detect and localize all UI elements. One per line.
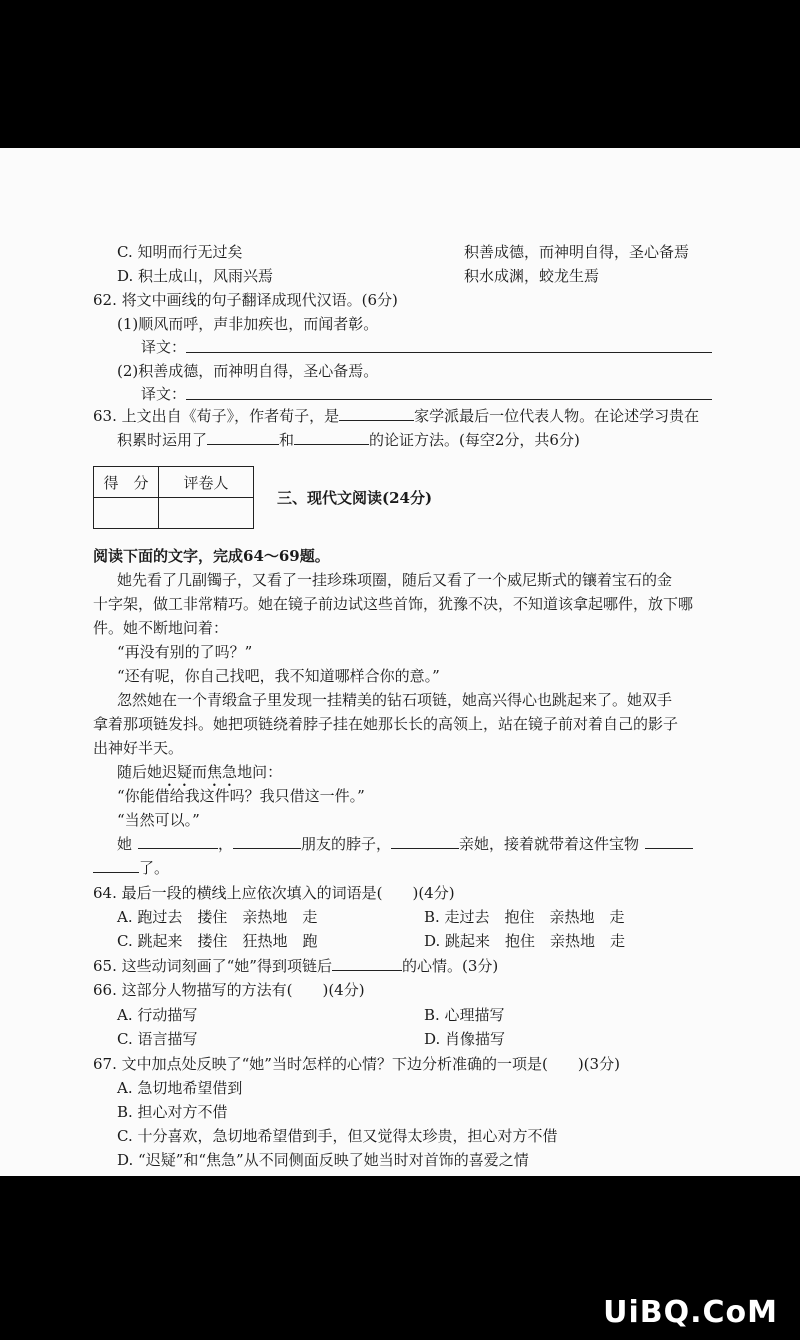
fill-blank-1[interactable] — [138, 834, 218, 849]
q63-text-e: 的论证方法。(每空2分，共6分) — [369, 431, 580, 449]
passage-text: 朋友的脖子， — [301, 835, 392, 853]
q62-sentence-2: (2)积善成德，而神明自得，圣心备焉。 — [117, 362, 379, 380]
passage-fill-line — [117, 834, 693, 854]
q64-option-b[interactable]: B. 走过去 抱住 亲热地 走 — [424, 908, 625, 926]
passage-fill-end — [93, 858, 169, 878]
passage-text: 她 — [117, 835, 133, 853]
passage-text: 而 — [192, 763, 208, 781]
q66-option-c[interactable]: C. 语言描写 — [117, 1030, 198, 1048]
reading-instruction: 阅读下面的文字，完成64～69题。 — [93, 547, 330, 565]
q62-answer-label-2: 译文： — [141, 385, 187, 403]
q65-text-post: 的心情。(3分) — [401, 957, 499, 975]
q64-option-a[interactable]: A. 跑过去 搂住 亲热地 走 — [117, 908, 318, 926]
fill-blank-3[interactable] — [391, 834, 459, 849]
q61-option-d-quote: 积水成渊，蛟龙生焉 — [464, 267, 600, 285]
q66-option-b[interactable]: B. 心理描写 — [424, 1006, 505, 1024]
score-cell[interactable] — [94, 498, 159, 529]
passage-quote-2: “当然可以。” — [117, 811, 200, 829]
grader-cell[interactable] — [159, 498, 254, 529]
passage-line: 出神好半天。 — [93, 739, 184, 757]
emphasized-word-anxious: 焦急 — [207, 763, 238, 781]
passage-text: ， — [218, 835, 234, 853]
q66-option-d[interactable]: D. 肖像描写 — [424, 1030, 506, 1048]
passage-line: “还有呢，你自己找吧，我不知道哪样合你的意。” — [117, 667, 440, 685]
passage-line: “再没有别的了吗？” — [117, 643, 253, 661]
fill-blank-2[interactable] — [233, 834, 301, 849]
q63-text-c: 积累时运用了 — [117, 431, 208, 449]
passage-line: 件。她不断地问着： — [93, 619, 229, 637]
q66-stem: 66. 这部分人物描写的方法有( )(4分) — [93, 981, 365, 999]
site-watermark: UiBQ.CoM — [603, 1295, 778, 1330]
q61-option-d: D. 积土成山，风雨兴焉 — [117, 267, 274, 285]
q67-stem: 67. 文中加点处反映了“她”当时怎样的心情？下边分析准确的一项是( )(3分) — [93, 1055, 620, 1073]
q64-option-d[interactable]: D. 跳起来 抱住 亲热地 走 — [424, 932, 626, 950]
score-header: 得 分 — [94, 467, 159, 498]
grader-header: 评卷人 — [159, 467, 254, 498]
q67-option-c[interactable]: C. 十分喜欢，急切地希望借到手，但又觉得太珍贵，担心对方不借 — [117, 1127, 558, 1145]
q61-option-c: C. 知明而行无过矣 — [117, 243, 243, 261]
q63-blank-2[interactable] — [207, 430, 279, 445]
q63-text-d: 和 — [279, 431, 295, 449]
passage-line: 忽然她在一个青缎盒子里发现一挂精美的钻石项链，她高兴得心也跳起来了。她双手 — [117, 691, 673, 709]
q67-option-b[interactable]: B. 担心对方不借 — [117, 1103, 228, 1121]
q67-option-a[interactable]: A. 急切地希望借到 — [117, 1079, 243, 1097]
exam-page — [0, 148, 800, 1176]
q63-blank-3[interactable] — [294, 430, 369, 445]
q63-line-1 — [93, 406, 699, 426]
q62-sentence-1: (1)顺风而呼，声非加疾也，而闻者彰。 — [117, 315, 379, 333]
q63-blank-1[interactable] — [339, 406, 414, 421]
passage-text: 地问： — [237, 763, 283, 781]
q63-text-b: 家学派最后一位代表人物。在论述学习贵在 — [414, 407, 700, 425]
passage-text: 了。 — [139, 859, 170, 877]
passage-line: 拿着那项链发抖。她把项链绕着脖子挂在她那长长的高领上，站在镜子前对着自己的影子 — [93, 715, 679, 733]
q65-stem — [93, 956, 498, 976]
fill-blank-5[interactable] — [93, 858, 139, 873]
q67-option-d[interactable]: D. “迟疑”和“焦急”从不同侧面反映了她当时对首饰的喜爱之情 — [117, 1151, 529, 1169]
passage-line: 十字架，做工非常精巧。她在镜子前边试这些首饰，犹豫不决，不知道该拿起哪件，放下哪 — [93, 595, 694, 613]
q64-stem: 64. 最后一段的横线上应依次填入的词语是( )(4分) — [93, 884, 455, 902]
passage-quote-1: “你能借给我这件吗？我只借这一件。” — [117, 787, 365, 805]
score-box — [93, 466, 254, 529]
emphasized-word-hesitate: 迟疑 — [162, 763, 193, 781]
q61-option-c-quote: 积善成德，而神明自得，圣心备焉 — [464, 243, 690, 261]
q62-answer-label-1: 译文： — [141, 338, 187, 356]
fill-blank-4[interactable] — [645, 834, 693, 849]
q63-text-a: 63. 上文出自《荀子》，作者荀子，是 — [93, 407, 340, 425]
passage-text: 亲她，接着就带着这件宝物 — [459, 835, 640, 853]
q64-option-c[interactable]: C. 跳起来 搂住 狂热地 跑 — [117, 932, 318, 950]
q66-option-a[interactable]: A. 行动描写 — [117, 1006, 198, 1024]
q62-stem: 62. 将文中画线的句子翻译成现代汉语。(6分) — [93, 291, 398, 309]
passage-line: 她先看了几副镯子，又看了一挂珍珠项圈，随后又看了一个威尼斯式的镶着宝石的金 — [117, 571, 673, 589]
q65-text-pre: 65. 这些动词刻画了“她”得到项链后 — [93, 957, 332, 975]
q65-blank[interactable] — [332, 956, 402, 971]
passage-text: 随后她 — [117, 763, 163, 781]
q63-line-2 — [117, 430, 580, 450]
q62-answer-line-1[interactable] — [186, 352, 712, 353]
section-3-title: 三、现代文阅读(24分) — [277, 489, 433, 507]
q62-answer-line-2[interactable] — [186, 399, 712, 400]
